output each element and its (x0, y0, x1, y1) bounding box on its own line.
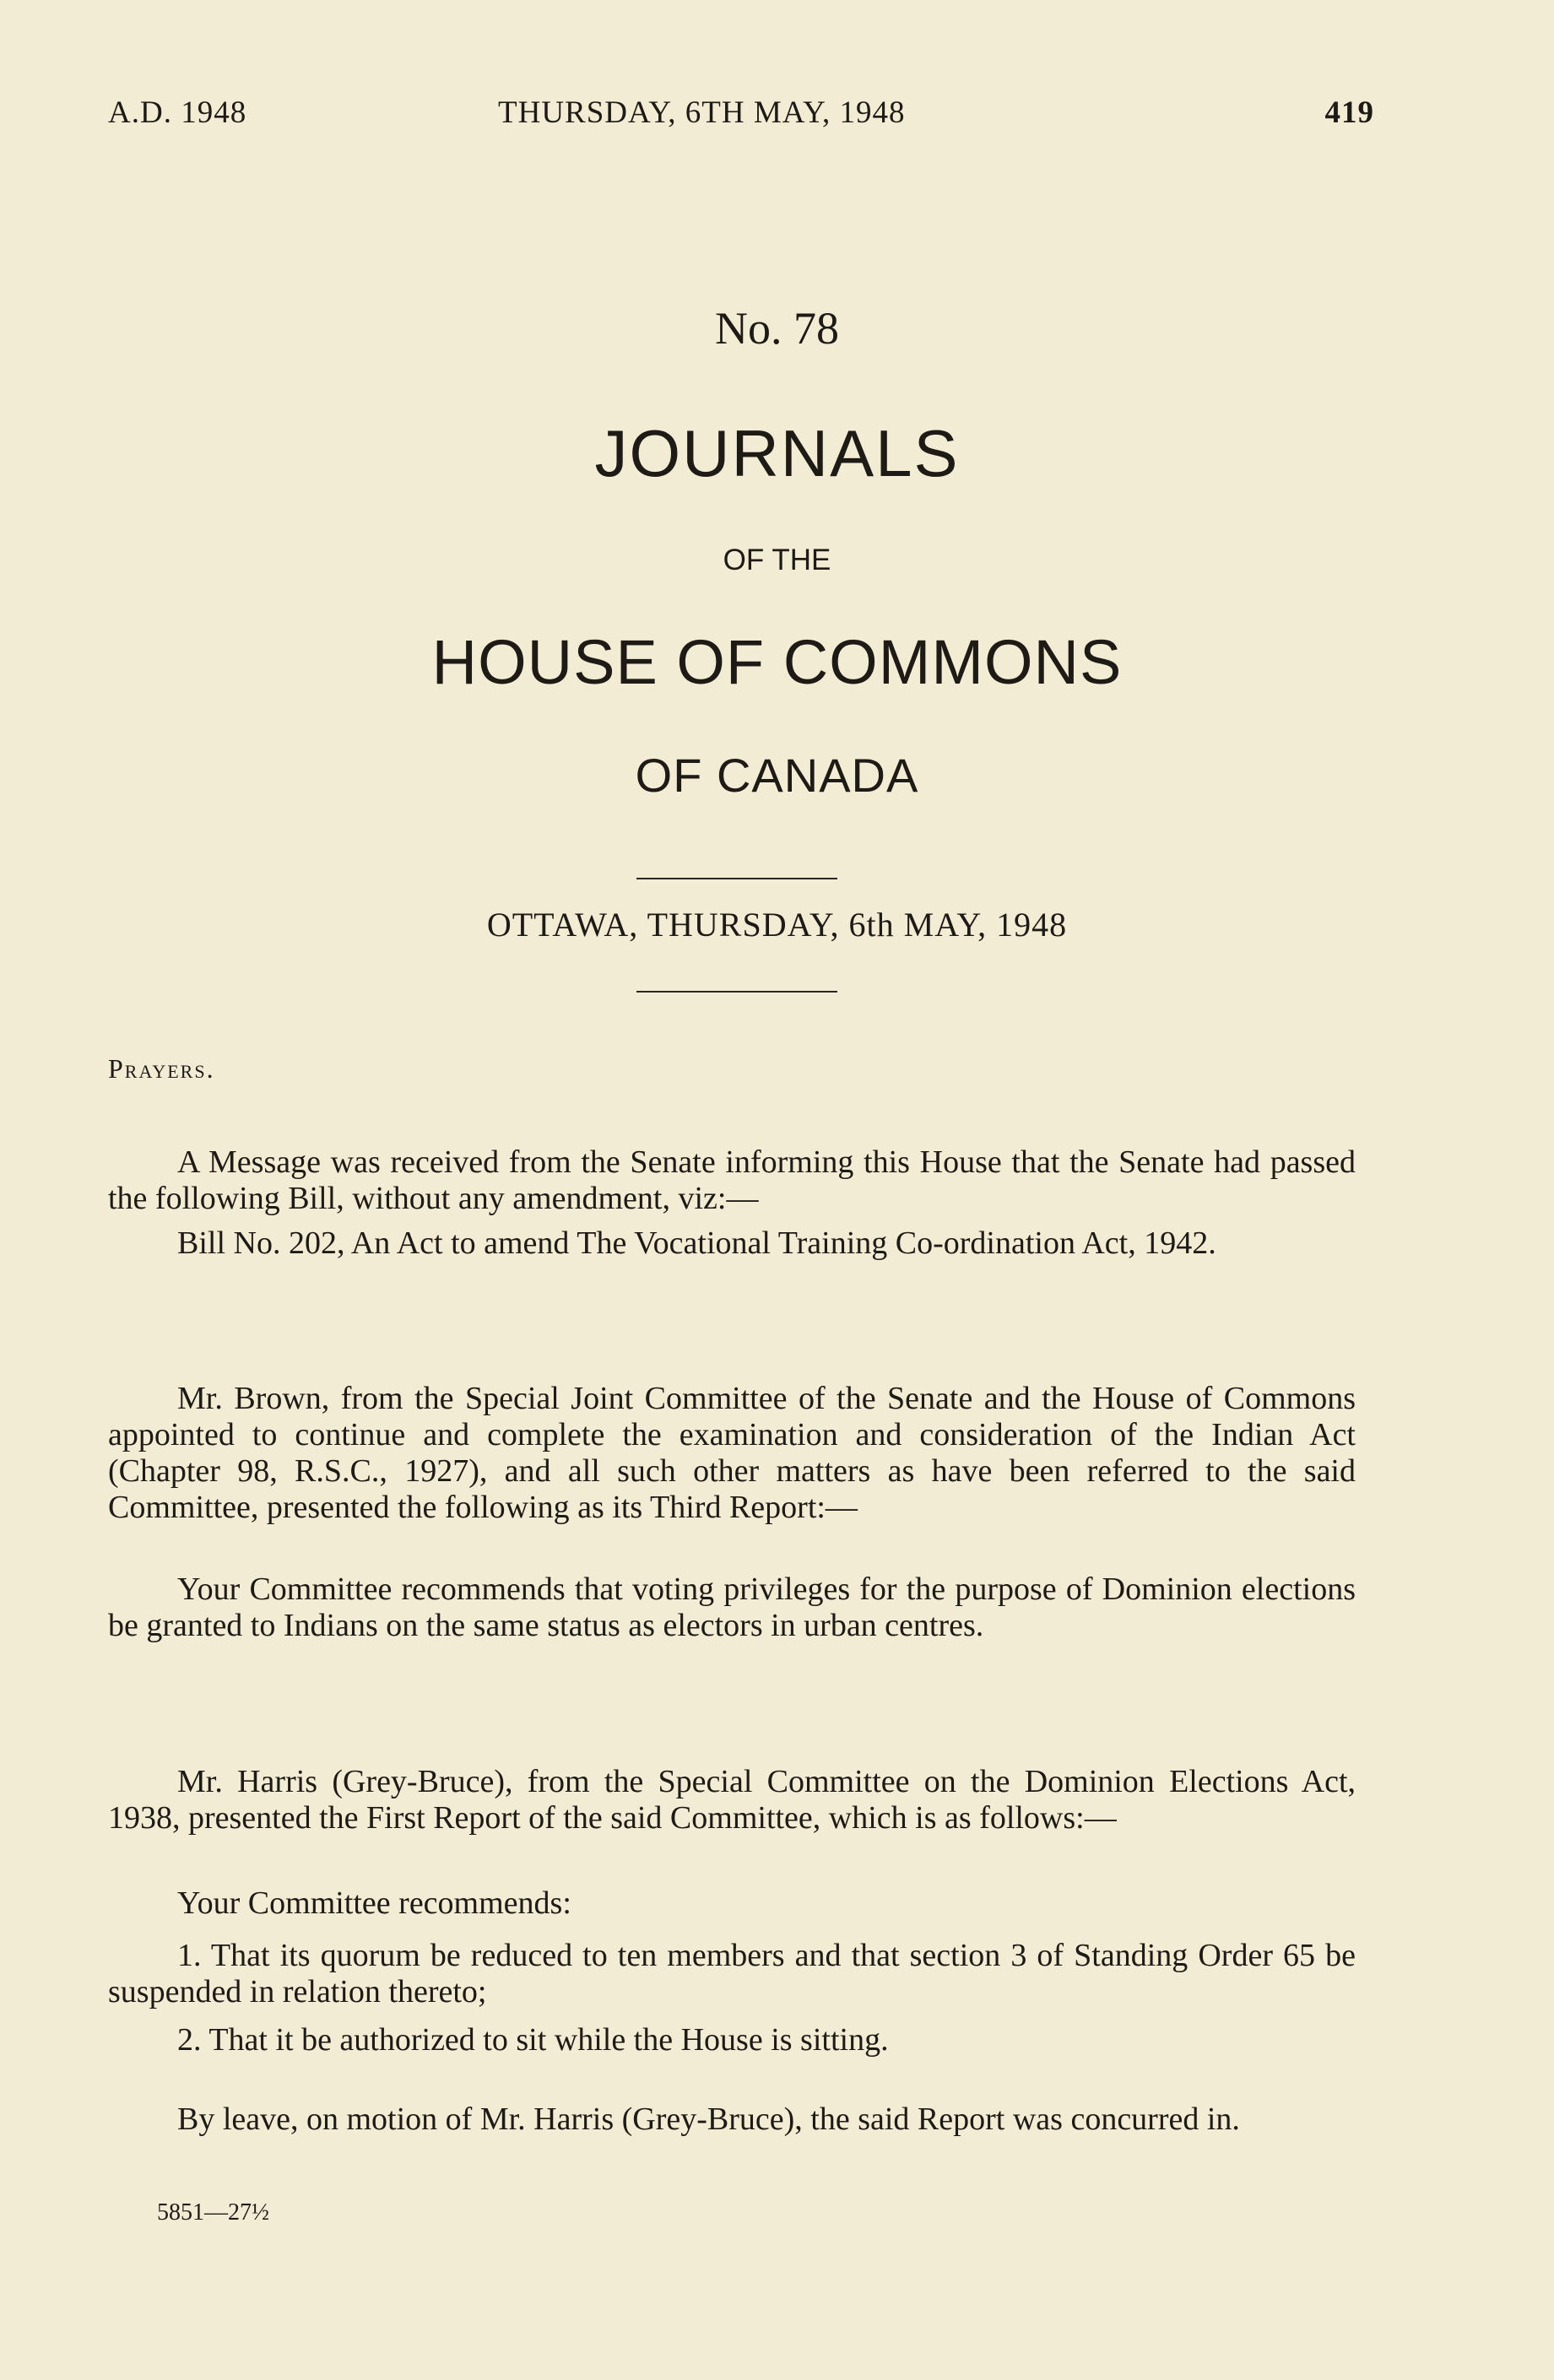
printer-code: 5851—27½ (157, 2199, 269, 2226)
recommendation-item-1: 1. That its quorum be reduced to ten members and that section 3 of Standing Order 65 be suspended in relation thereto; (108, 1938, 1356, 2009)
divider-top (636, 878, 837, 879)
senate-message-paragraph: A Message was received from the Senate informing this House that the Senate had passed the following Bill, without any amendment, viz:— (108, 1144, 1356, 1216)
harris-recommends-paragraph: Your Committee recommends: (177, 1885, 571, 1921)
concurrence-paragraph: By leave, on motion of Mr. Harris (Grey-Bruce), the said Report was concurred in. (177, 2101, 1240, 2137)
brown-report-paragraph: Mr. Brown, from the Special Joint Committee of the Senate and the House of Commons appointed to continue and complete the examination and consideration of the Indian Act (Chapter 98, R.S.C., 1927), and all such other matters as have been referred to the said Committee, presented the following as its Third Report:— (108, 1381, 1356, 1525)
bill-paragraph: Bill No. 202, An Act to amend The Vocational Training Co-ordination Act, 1942. (177, 1225, 1216, 1261)
journal-number: No. 78 (715, 303, 839, 354)
prayers-heading: Prayers. (108, 1053, 215, 1084)
header-year: A.D. 1948 (108, 95, 247, 130)
sitting-date-line: OTTAWA, THURSDAY, 6th MAY, 1948 (486, 906, 1068, 944)
page-number: 419 (1324, 95, 1374, 130)
title-house-of-commons: HOUSE OF COMMONS (431, 627, 1123, 697)
harris-report-paragraph: Mr. Harris (Grey-Bruce), from the Special Committee on the Dominion Elections Act, 1938, presented the First Report of the said Committee, which is as follows:— (108, 1764, 1356, 1836)
header-date: THURSDAY, 6TH MAY, 1948 (498, 95, 906, 130)
running-header (108, 95, 1374, 145)
title-of-canada: OF CANADA (635, 749, 919, 802)
title-journals: JOURNALS (594, 416, 960, 490)
recommendation-item-2: 2. That it be authorized to sit while the House is sitting. (177, 2022, 889, 2058)
divider-bottom (636, 991, 837, 993)
title-of-the: OF THE (723, 544, 831, 576)
brown-recommendation-paragraph: Your Committee recommends that voting privileges for the purpose of Dominion elections be granted to Indians on the same status as electors in urban centres. (108, 1571, 1356, 1643)
